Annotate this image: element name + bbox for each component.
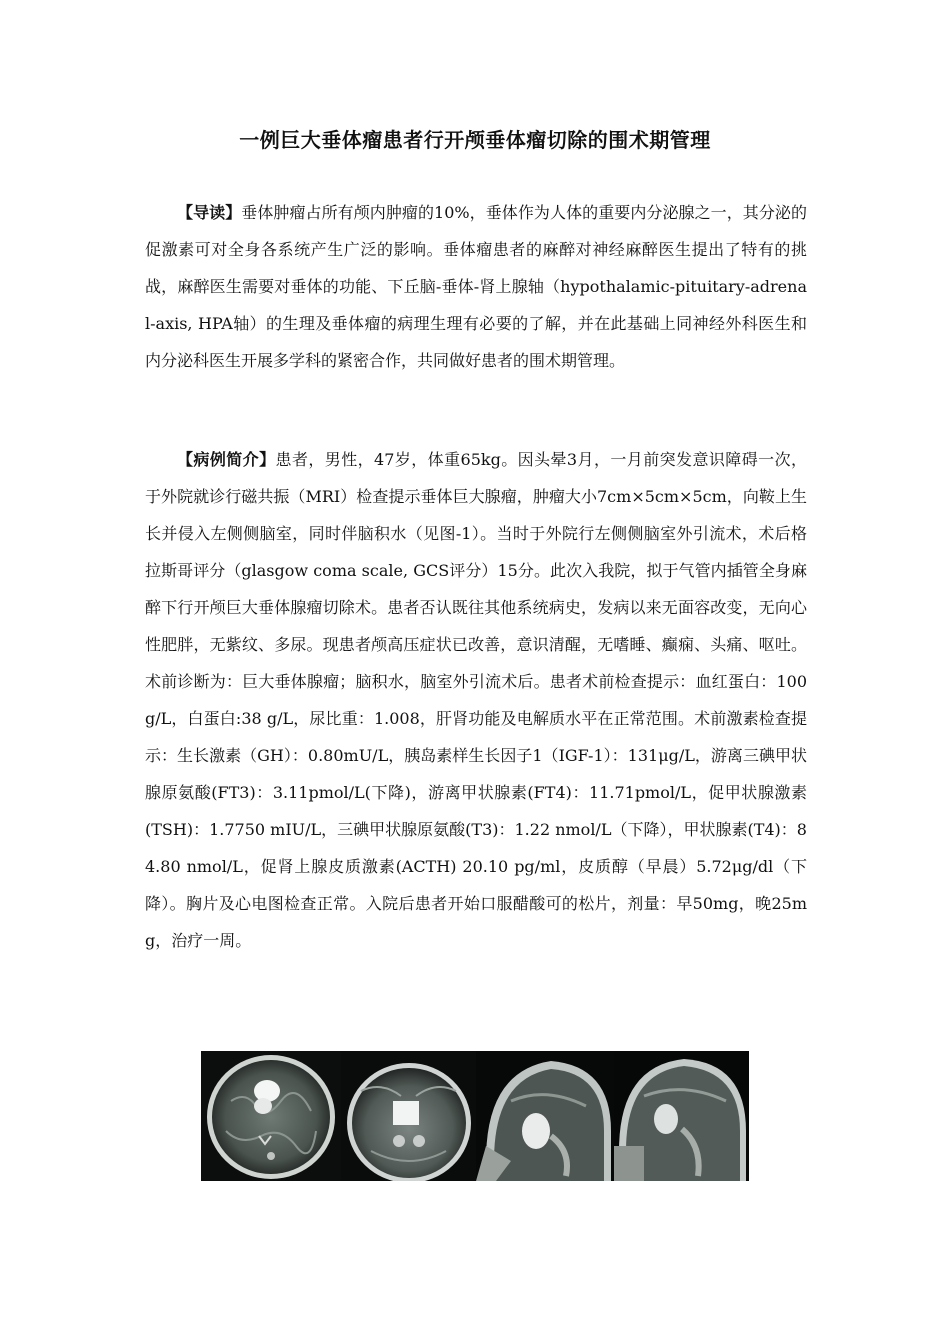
- case-text: 患者，男性，47岁，体重65kg。因头晕3月，一月前突发意识障碍一次，于外院就诊行磁共振（MRI）检查提示垂体巨大腺瘤，肿瘤大小7cm×5cm×5cm，向鞍上生长并侵入左侧侧脑室，同时伴脑积水（见图-1）。当时于外院行左侧侧脑室外引流术，术后格拉斯哥评分（glasgow coma scale, GCS评分）15分。此次入我院，拟于气管内插管全身麻醉下行开颅巨大垂体腺瘤切除术。患者否认既往其他系统病史，发病以来无面容改变，无向心性肥胖，无紫纹、多尿。现患者颅高压症状已改善，意识清醒，无嗜睡、癫痫、头痛、呕吐。术前诊断为：巨大垂体腺瘤；脑积水，脑室外引流术后。患者术前检查提示：血红蛋白：100g/L，白蛋白:38 g/L，尿比重：1.008，肝肾功能及电解质水平在正常范围。术前激素检查提示：生长激素（GH）：0.80mU/L，胰岛素样生长因子1（IGF-1）：131μg/L，游离三碘甲状腺原氨酸(FT3)：3.11pmol/L(下降)，游离甲状腺素(FT4)：11.71pmol/L，促甲状腺激素(TSH)：1.7750 mIU/L，三碘甲状腺原氨酸(T3)：1.22 nmol/L（下降），甲状腺素(T4)：84.80 nmol/L，促肾上腺皮质激素(ACTH) 20.10 pg/ml，皮质醇（早晨）5.72μg/dl（下降）。胸片及心电图检查正常。入院后患者开始口服醋酸可的松片，剂量：早50mg，晚25mg，治疗一周。: [145, 450, 807, 950]
- mri-sagittal-panel-2: [614, 1051, 749, 1181]
- intro-text: 垂体肿瘤占所有颅内肿瘤的10%，垂体作为人体的重要内分泌腺之一，其分泌的促激素可对全身各系统产生广泛的影响。垂体瘤患者的麻醉对神经麻醉医生提出了特有的挑战，麻醉医生需要对垂体的功能、下丘脑-垂体-肾上腺轴（hypothalamic-pituitary-adrenal-axis, HPA轴）的生理及垂体瘤的病理生理有必要的了解，并在此基础上同神经外科医生和内分泌科医生开展多学科的紧密合作，共同做好患者的围术期管理。: [145, 203, 807, 370]
- intro-paragraph: [145, 194, 807, 379]
- document-title: 一例巨大垂体瘤患者行开颅垂体瘤切除的围术期管理: [239, 128, 711, 152]
- intro-lead: 【导读】: [177, 203, 242, 222]
- mri-axial-panel-1: [201, 1051, 341, 1181]
- case-lead: 【病例简介】: [177, 450, 276, 469]
- mri-figure: [201, 1051, 749, 1181]
- case-paragraph: [145, 441, 807, 959]
- mri-axial-panel-2: [341, 1051, 476, 1181]
- mri-sagittal-panel-1: [476, 1051, 614, 1181]
